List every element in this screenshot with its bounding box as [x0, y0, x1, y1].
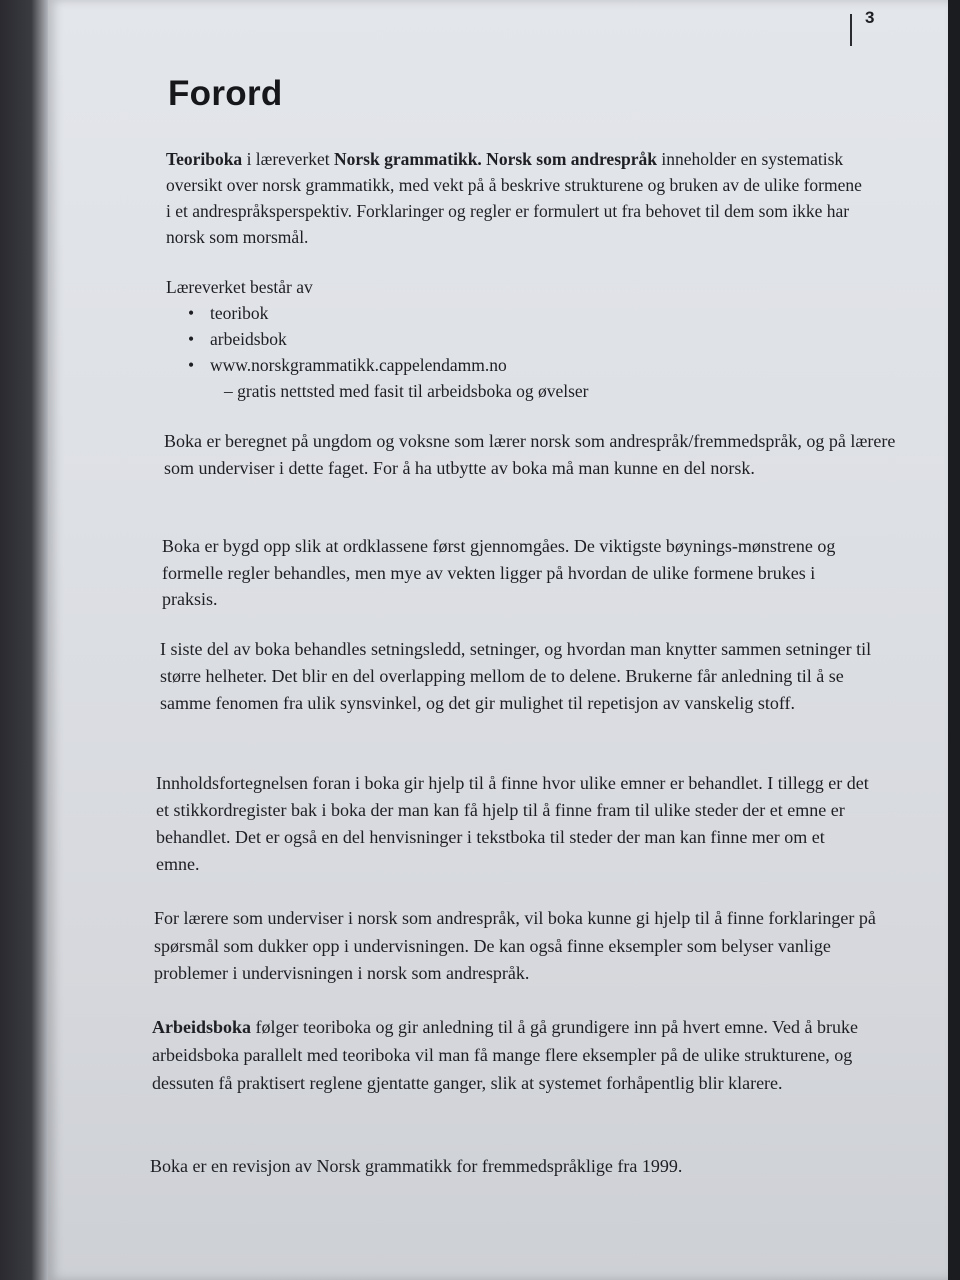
list-item-label: arbeidsbok [210, 329, 287, 349]
bullet-icon: • [188, 329, 195, 349]
list-item [166, 326, 866, 352]
website-link[interactable]: www.norskgrammatikk.cappelendamm.no [210, 355, 507, 375]
components-heading: Læreverket består av [166, 277, 313, 297]
binding-edge [0, 0, 52, 1280]
book-page [48, 0, 948, 1280]
navigation-paragraph: Innholdsfortegnelsen foran i boka gir hjelp til å finne hvor ulike emner er behandlet. I tillegg er det et stikkordregister bak i boka der man kan få hjelp til å finne fram til ulike steder der et emne er behandlet. Det er også en del henvisninger i tekstboka til steder der man kan finne mer om et emne. [156, 773, 869, 874]
workbook-text: følger teoriboka og gir anledning til å gå grundigere inn på hvert emne. Ved å bruke arbeidsboka parallelt med teoriboka vil man få mange flere eksempler på de ulike strukturene, og dessuten få praktisert reglene gjentatte ganger, slik at systemet forhåpentlig blir klarere. [152, 1017, 859, 1093]
list-item [166, 352, 866, 378]
teachers-paragraph: For lærere som underviser i norsk som andrespråk, vil boka kunne gi hjelp til å finne forklaringer på spørsmål som dukker opp i undervisningen. De kan også finne eksempler som belyser vanlige problemer i undervisningen i norsk som andrespråk. [154, 908, 876, 983]
components-section [166, 274, 866, 404]
website-note: – gratis nettsted med fasit til arbeidsboka og øvelser [224, 381, 589, 401]
intro-bold-title: Norsk grammatikk. Norsk som andrespråk [334, 149, 657, 169]
list-item-label: teoribok [210, 303, 269, 323]
intro-bold-teoriboka: Teoriboka [166, 149, 243, 169]
page-title: Forord [168, 74, 283, 113]
audience-paragraph: Boka er beregnet på ungdom og voksne som lærer norsk som andrespråk/fremmedspråk, og på lærere som underviser i dette faget. For å ha utbytte av boka må man kunne en del norsk. [164, 431, 896, 478]
intro-paragraph [166, 146, 866, 250]
intro-text-a: i læreverket [242, 149, 335, 169]
structure-paragraph: Boka er bygd opp slik at ordklassene først gjennomgåes. De viktigste bøynings-mønstrene og formelle regler behandles, men mye av vekten ligger på hvordan de ulike formene brukes i praksis. [162, 536, 836, 609]
workbook-paragraph [152, 1013, 898, 1097]
list-item [166, 300, 866, 326]
revision-paragraph: Boka er en revisjon av Norsk grammatikk for fremmedspråklige fra 1999. [150, 1156, 683, 1176]
page-number-rule [850, 14, 852, 46]
page-number: 3 [865, 8, 875, 27]
components-list [166, 300, 866, 378]
intro-text-b: inneholder en systematisk oversikt over norsk grammatikk, med vekt på å beskrive strukturene og bruken av de ulike formene i et andrespråksperspektiv. Forklaringer og regler er formulert ut fra behovet til dem som ikke har norsk som morsmål. [166, 149, 862, 247]
last-part-paragraph: I siste del av boka behandles setningsledd, setninger, og hvordan man knytter sammen setninger til større helheter. Det blir en del overlapping mellom de to delene. Brukerne får anledning til å se samme fenomen fra ulik synsvinkel, og det gir mulighet til repetisjon av vanskelig stoff. [160, 639, 872, 713]
bullet-icon: • [188, 303, 195, 323]
bullet-icon: • [188, 355, 195, 375]
workbook-bold: Arbeidsboka [152, 1017, 252, 1037]
